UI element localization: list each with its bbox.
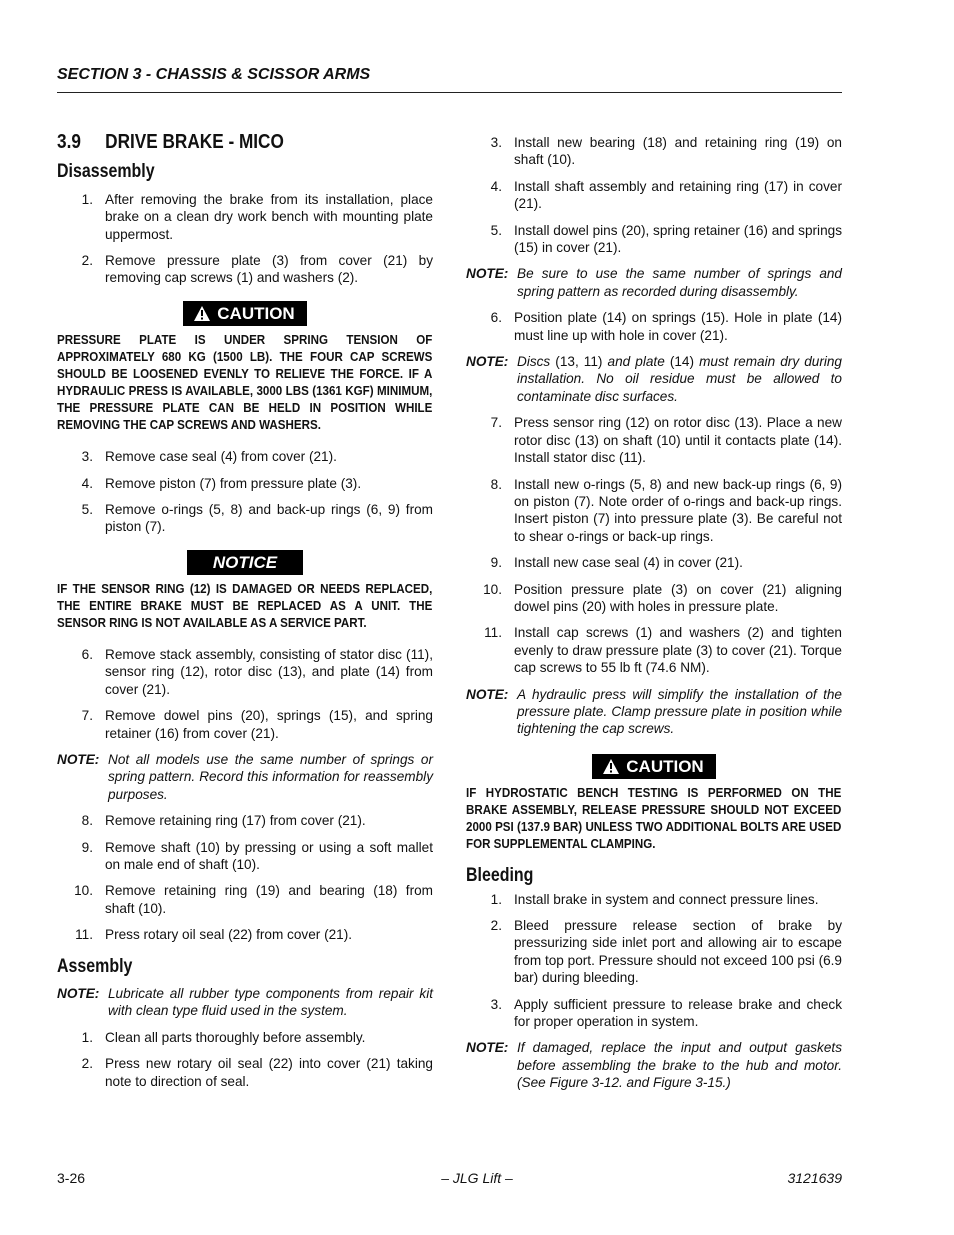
step-text: Install shaft assembly and retaining ring (17) in cover (21). [514,178,842,212]
disassembly-steps-d [57,812,433,943]
section-number: 3.9 [57,131,81,153]
caution-label: CAUTION [217,303,295,323]
note-text-part: and plate [607,354,665,370]
document-number: 3121639 [787,1170,842,1186]
step-text: Remove retaining ring (17) from cover (21). [105,813,366,829]
step-number: 9. [490,555,502,571]
step-text: Remove piston (7) from pressure plate (3). [105,475,362,491]
step-text: Remove dowel pins (20), springs (15), and spring retainer (16) from cover (21). [105,708,433,741]
step-number: 4. [490,178,502,194]
left-column [57,131,433,1099]
header-rule [57,92,842,93]
list-item [466,554,842,571]
caution-label: CAUTION [626,756,704,776]
step-number: 11. [75,927,93,943]
note [466,265,842,300]
step-text: After removing the brake from its installation, place brake on a clean dry work bench with mounting plate uppermost. [105,191,433,242]
note [57,751,433,803]
list-item [466,581,842,616]
step-text: Press new rotary oil seal (22) into cover (21) taking note to direction of seal. [105,1056,433,1089]
assembly-heading: Assembly [57,955,133,977]
note [466,353,842,405]
step-number: 8. [490,476,502,492]
list-item [57,252,433,287]
caution-badge [592,754,715,779]
disassembly-steps-a [57,191,433,287]
note-label: NOTE: [466,266,509,282]
caution-text: PRESSURE PLATE IS UNDER SPRING TENSION OF APPROXIMATELY 680 KG (1500 LB). THE FOUR CAP SCREWS SHOULD BE LOOSENED EVENLY TO RELIEVE THE FORCE. IF A HYDRAULIC PRESS IS AVAILABLE, 3000 LBS (1361 KGF) MINIMUM, THE PRESSURE PLATE CAN BE HELD IN POSITION WHILE REMOVING THE CAP SCREWS AND WASHERS. [57,333,433,433]
note-text: Be sure to use the same number of springs and spring pattern as recorded during disassembly. [517,266,842,299]
notice-badge: NOTICE [187,550,303,575]
list-item [57,501,433,536]
list-item [57,475,433,492]
right-column [466,134,842,1101]
list-item [57,882,433,917]
section-header: SECTION 3 - CHASSIS & SCISSOR ARMS [57,66,371,83]
page-number: 3-26 [57,1170,86,1186]
step-text: Remove shaft (10) by pressing or using a soft mallet on male end of shaft (10). [105,839,433,872]
step-text: Position plate (14) on springs (15). Hole in plate (14) must line up with hole in cover (21). [514,310,842,343]
disassembly-heading: Disassembly [57,161,155,183]
list-item [466,624,842,676]
notice-text: IF THE SENSOR RING (12) IS DAMAGED OR NEEDS REPLACED, THE ENTIRE BRAKE MUST BE REPLACED AS A UNIT. THE SENSOR RING IS NOT AVAILABLE AS A SERVICE PART. [57,581,433,630]
notice-badge-wrap [57,550,433,575]
list-item [57,926,433,943]
warning-triangle-icon [193,305,211,322]
step-text: Remove stack assembly, consisting of stator disc (11), sensor ring (12), rotor disc (13), and plate (14) from cover (21). [105,646,433,697]
list-item [466,309,842,344]
step-number: 8. [81,813,93,829]
list-item [57,812,433,829]
list-item [57,448,433,465]
list-item [57,707,433,742]
list-item [466,134,842,169]
step-number: 4. [81,475,93,491]
note-label: NOTE: [57,751,100,767]
step-text: Press rotary oil seal (22) from cover (21). [105,927,353,943]
step-text: Install cap screws (1) and washers (2) and tighten evenly to draw pressure plate (3) to cover (21). Torque cap screws to 55 lb ft (74.6 NM). [514,625,842,676]
step-text: Remove retaining ring (19) and bearing (18) from shaft (10). [105,883,433,916]
caution-badge [183,301,306,326]
caution-badge-wrap [57,301,433,326]
step-text: Install brake in system and connect pressure lines. [514,891,819,907]
step-text: Remove pressure plate (3) from cover (21) by removing cap screws (1) and washers (2). [105,253,433,286]
step-text: Install new bearing (18) and retaining ring (19) on shaft (10). [514,135,842,168]
note-text-part: Discs [517,354,551,370]
caution-text: IF HYDROSTATIC BENCH TESTING IS PERFORMED ON THE BRAKE ASSEMBLY, RELEASE PRESSURE SHOULD NOT EXCEED 2000 PSI (137.9 BAR) UNLESS TWO ADDITIONAL BOLTS ARE USED FOR SUPPLEMENTAL CLAMPING. [466,786,842,852]
note-text: A hydraulic press will simplify the installation of the pressure plate. Clamp pressure plate in position while tightening the cap screws. [517,686,842,737]
step-number: 1. [81,191,93,207]
step-number: 7. [81,708,93,724]
step-number: 1. [81,1029,93,1045]
section-title-text: DRIVE BRAKE - MICO [105,131,284,153]
list-item [57,646,433,698]
note-label: NOTE: [57,985,100,1001]
disassembly-steps-c [57,646,433,742]
step-number: 2. [490,918,502,933]
step-number: 10. [74,883,93,899]
step-text: Bleed pressure release section of brake by pressurizing side inlet port and allowing air to escape from top port. Pressure should not exceed 100 psi (6.9 bar) during bleeding. [514,918,842,986]
step-number: 9. [81,839,93,855]
note-text: Lubricate all rubber type components from repair kit with clean type fluid used in the system. [108,985,433,1019]
step-text: Press sensor ring (12) on rotor disc (13). Place a new rotor disc (13) on shaft (10) until it contacts plate (14). Install stator disc (11). [514,415,842,466]
list-item [466,222,842,257]
list-item [57,839,433,874]
note-label: NOTE: [466,686,509,702]
note-text-part: (13, 11) [550,354,608,370]
bleeding-heading: Bleeding [466,865,534,887]
disassembly-steps-b [57,448,433,536]
warning-triangle-icon [602,758,620,775]
footer-center: – JLG Lift – [441,1170,513,1186]
step-text: Remove case seal (4) from cover (21). [105,449,337,465]
note [57,985,433,1020]
list-item [57,191,433,243]
note-text: If damaged, replace the input and output gaskets before assembling the brake to the hub and motor. (See Figure 3-12. and Figure 3-15.) [517,1040,842,1091]
step-number: 3. [81,449,93,465]
list-item [466,414,842,466]
step-number: 5. [490,222,502,238]
step-text: Apply sufficient pressure to release brake and check for proper operation in system. [514,996,842,1030]
list-item [466,476,842,546]
note [466,1039,842,1091]
step-text: Clean all parts thoroughly before assembly. [105,1029,366,1045]
step-text: Install new case seal (4) in cover (21). [514,555,743,571]
step-number: 6. [490,310,502,326]
list-item [57,1055,433,1090]
caution-badge-wrap [466,754,842,779]
list-item [466,917,842,987]
list-item [57,1029,433,1046]
step-number: 10. [483,581,502,597]
section-title [57,131,380,153]
step-text: Install new o-rings (5, 8) and new back-up rings (6, 9) on piston (7). Note order of o-rings and back-up rings. Insert piston (7) into pressure plate (3). Be careful not to shear o-rings or back-up rings. [514,476,842,544]
note-label: NOTE: [466,354,509,370]
step-number: 3. [490,996,502,1012]
note-text-part: must remain dry during installation. No oil residue must be allowed to contaminate disc surfaces. [517,354,842,404]
note-text-part: (14) [664,354,700,370]
step-number: 11. [484,625,502,641]
note-label: NOTE: [466,1040,509,1056]
note-text [517,353,842,405]
step-text: Install dowel pins (20), spring retainer (16) and springs (15) in cover (21). [514,222,842,256]
step-number: 7. [490,415,502,431]
list-item [466,891,842,908]
step-number: 5. [81,502,93,518]
list-item [466,996,842,1031]
note [466,686,842,738]
step-number: 3. [490,135,502,150]
step-text: Position pressure plate (3) on cover (21) aligning dowel pins (20) with holes in pressure plate. [514,581,842,614]
note-text: Not all models use the same number of springs or spring pattern. Record this information for reassembly purposes. [108,751,433,802]
step-number: 2. [81,1056,93,1072]
step-number: 1. [490,891,502,907]
step-text: Remove o-rings (5, 8) and back-up rings (6, 9) from piston (7). [105,502,433,535]
list-item [466,178,842,213]
step-number: 2. [81,253,93,269]
step-number: 6. [81,646,93,662]
